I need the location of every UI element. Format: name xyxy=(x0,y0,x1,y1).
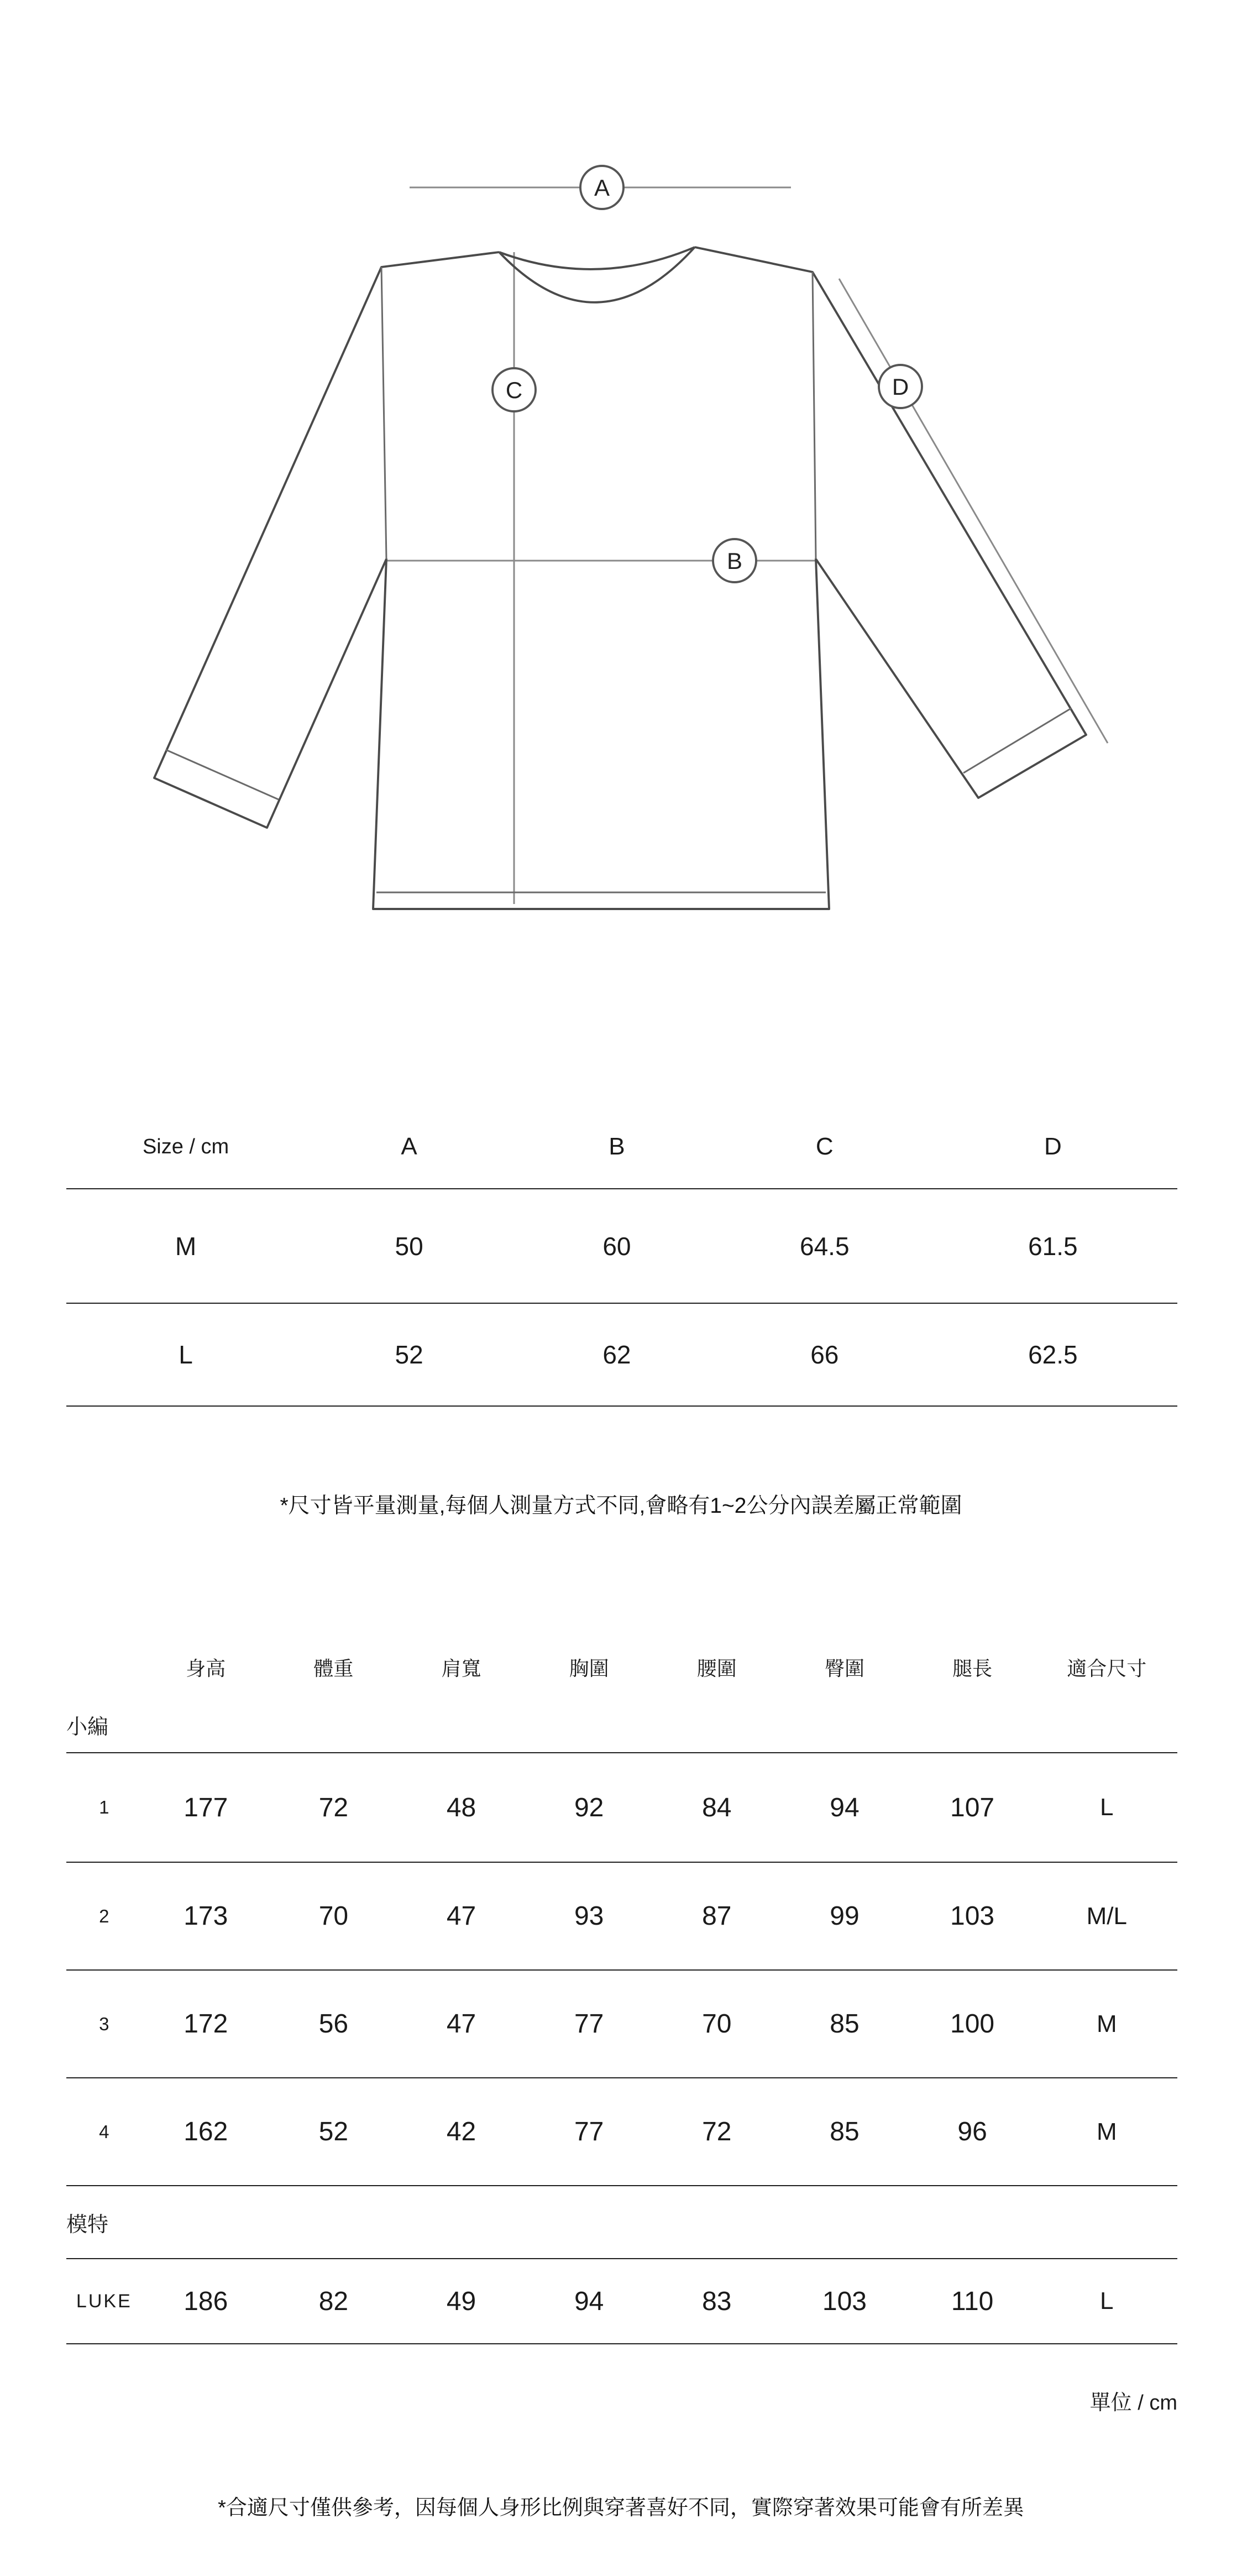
fit-value: 162 xyxy=(184,2117,228,2146)
fit-value: 103 xyxy=(822,2286,867,2316)
fit-value: 52 xyxy=(318,2117,349,2146)
fit-value: 70 xyxy=(318,1901,349,1931)
fit-value: 103 xyxy=(950,1901,995,1931)
measure-badge-b xyxy=(713,539,756,582)
fit-value: 47 xyxy=(446,2009,476,2039)
fit-table-row-2 xyxy=(66,1863,1177,1971)
fit-size: M xyxy=(1096,2118,1117,2145)
fit-reference-table xyxy=(66,1637,1177,2344)
size-table-row-m xyxy=(66,1189,1177,1304)
fit-value: 93 xyxy=(574,1901,604,1931)
measure-badge-c xyxy=(492,368,536,411)
right-armhole-seam xyxy=(813,272,816,559)
collar-back-curve xyxy=(499,247,695,269)
measure-badge-a xyxy=(580,166,623,209)
fit-table-row-luke xyxy=(66,2259,1177,2344)
left-armhole-seam xyxy=(381,267,386,559)
fit-value: 42 xyxy=(446,2117,476,2146)
fit-value: 177 xyxy=(184,1793,228,1822)
fit-value: 107 xyxy=(950,1793,995,1822)
fit-value: 99 xyxy=(830,1901,860,1931)
fit-value: 82 xyxy=(318,2286,349,2316)
fit-value: 172 xyxy=(184,2009,228,2039)
size-table-header-b: B xyxy=(609,1133,625,1160)
fit-value: 96 xyxy=(957,2117,987,2146)
size-table-header-a: A xyxy=(401,1133,417,1160)
fit-value: 110 xyxy=(951,2286,994,2316)
fit-size: L xyxy=(1100,2287,1114,2314)
size-value: 50 xyxy=(395,1231,423,1261)
size-value: 62 xyxy=(602,1340,631,1369)
fit-value: 94 xyxy=(830,1793,860,1822)
measure-label-a: A xyxy=(594,175,610,201)
collar-front-curve xyxy=(499,247,695,302)
fit-header-hip: 臀圍 xyxy=(824,1657,864,1680)
row-label: 2 xyxy=(99,1905,109,1926)
fit-size: M/L xyxy=(1086,1902,1127,1930)
shirt-measurement-diagram xyxy=(0,0,1242,1028)
size-value: 62.5 xyxy=(1028,1340,1078,1369)
fit-value: 100 xyxy=(950,2009,995,2039)
size-table-row-l xyxy=(66,1304,1177,1407)
fit-header-size: 適合尺寸 xyxy=(1067,1657,1147,1680)
fit-header-height: 身高 xyxy=(186,1657,226,1680)
size-value: 52 xyxy=(395,1340,423,1369)
size-table-header-c: C xyxy=(815,1133,834,1160)
right-cuff-seam xyxy=(963,708,1071,773)
fit-value: 173 xyxy=(184,1901,228,1931)
fit-header-chest: 胸圍 xyxy=(569,1657,609,1680)
fit-note: *合適尺寸僅供參考，因每個人身形比例與穿著喜好不同，實際穿著效果可能會有所差異 xyxy=(218,2496,1024,2520)
fit-table-row-4 xyxy=(66,2078,1177,2186)
row-label: 4 xyxy=(99,2121,109,2142)
fit-table-header-row xyxy=(66,1637,1177,1697)
size-table xyxy=(66,1105,1177,1407)
fit-value: 85 xyxy=(830,2117,860,2146)
fit-header-leg: 腿長 xyxy=(952,1657,993,1680)
size-value: 61.5 xyxy=(1028,1231,1078,1261)
fit-value: 72 xyxy=(318,1793,349,1822)
fit-value: 186 xyxy=(184,2286,228,2316)
measure-label-d: D xyxy=(892,374,909,400)
row-label: LUKE xyxy=(76,2290,132,2312)
fit-value: 84 xyxy=(702,1793,732,1822)
row-label: 1 xyxy=(99,1797,109,1817)
fit-value: 49 xyxy=(446,2286,476,2316)
measure-badge-d xyxy=(879,365,922,408)
row-label: 3 xyxy=(99,2013,109,2034)
fit-value: 72 xyxy=(702,2117,732,2146)
shirt-outline xyxy=(154,247,1086,909)
unit-label: 單位 / cm xyxy=(1089,2391,1177,2415)
fit-table-row-1 xyxy=(66,1753,1177,1863)
fit-size: L xyxy=(1100,1794,1114,1821)
size-value: 64.5 xyxy=(800,1231,850,1261)
fit-table-row-3 xyxy=(66,1971,1177,2078)
size-value: 66 xyxy=(810,1340,839,1369)
fit-value: 83 xyxy=(702,2286,732,2316)
size-table-header-d: D xyxy=(1044,1133,1062,1160)
measure-label-c: C xyxy=(505,377,523,403)
measure-label-b: B xyxy=(726,548,743,574)
fit-value: 92 xyxy=(574,1793,604,1822)
fit-value: 94 xyxy=(574,2286,604,2316)
fit-value: 47 xyxy=(446,1901,476,1931)
size-table-header-size: Size / cm xyxy=(142,1135,229,1158)
section-label-editors: 小編 xyxy=(66,1697,1177,1753)
fit-value: 77 xyxy=(574,2117,604,2146)
fit-value: 56 xyxy=(318,2009,349,2039)
fit-header-shoulder: 肩寬 xyxy=(441,1657,481,1680)
fit-header-weight: 體重 xyxy=(313,1657,354,1680)
fit-value: 48 xyxy=(446,1793,476,1822)
fit-value: 77 xyxy=(574,2009,604,2039)
left-cuff-seam xyxy=(166,750,279,800)
measurement-note: *尺寸皆平量測量,每個人測量方式不同,會略有1~2公分內誤差屬正常範圍 xyxy=(280,1494,962,1518)
fit-value: 70 xyxy=(702,2009,732,2039)
size-value: 60 xyxy=(602,1231,631,1261)
fit-value: 87 xyxy=(702,1901,732,1931)
fit-size: M xyxy=(1096,2010,1117,2037)
section-label-model: 模特 xyxy=(66,2186,1177,2259)
measure-line-d xyxy=(839,279,1108,743)
fit-header-waist: 腰圍 xyxy=(696,1657,737,1680)
size-label: M xyxy=(175,1231,197,1261)
size-label: L xyxy=(179,1340,193,1369)
fit-value: 85 xyxy=(830,2009,860,2039)
size-table-header-row xyxy=(66,1105,1177,1189)
